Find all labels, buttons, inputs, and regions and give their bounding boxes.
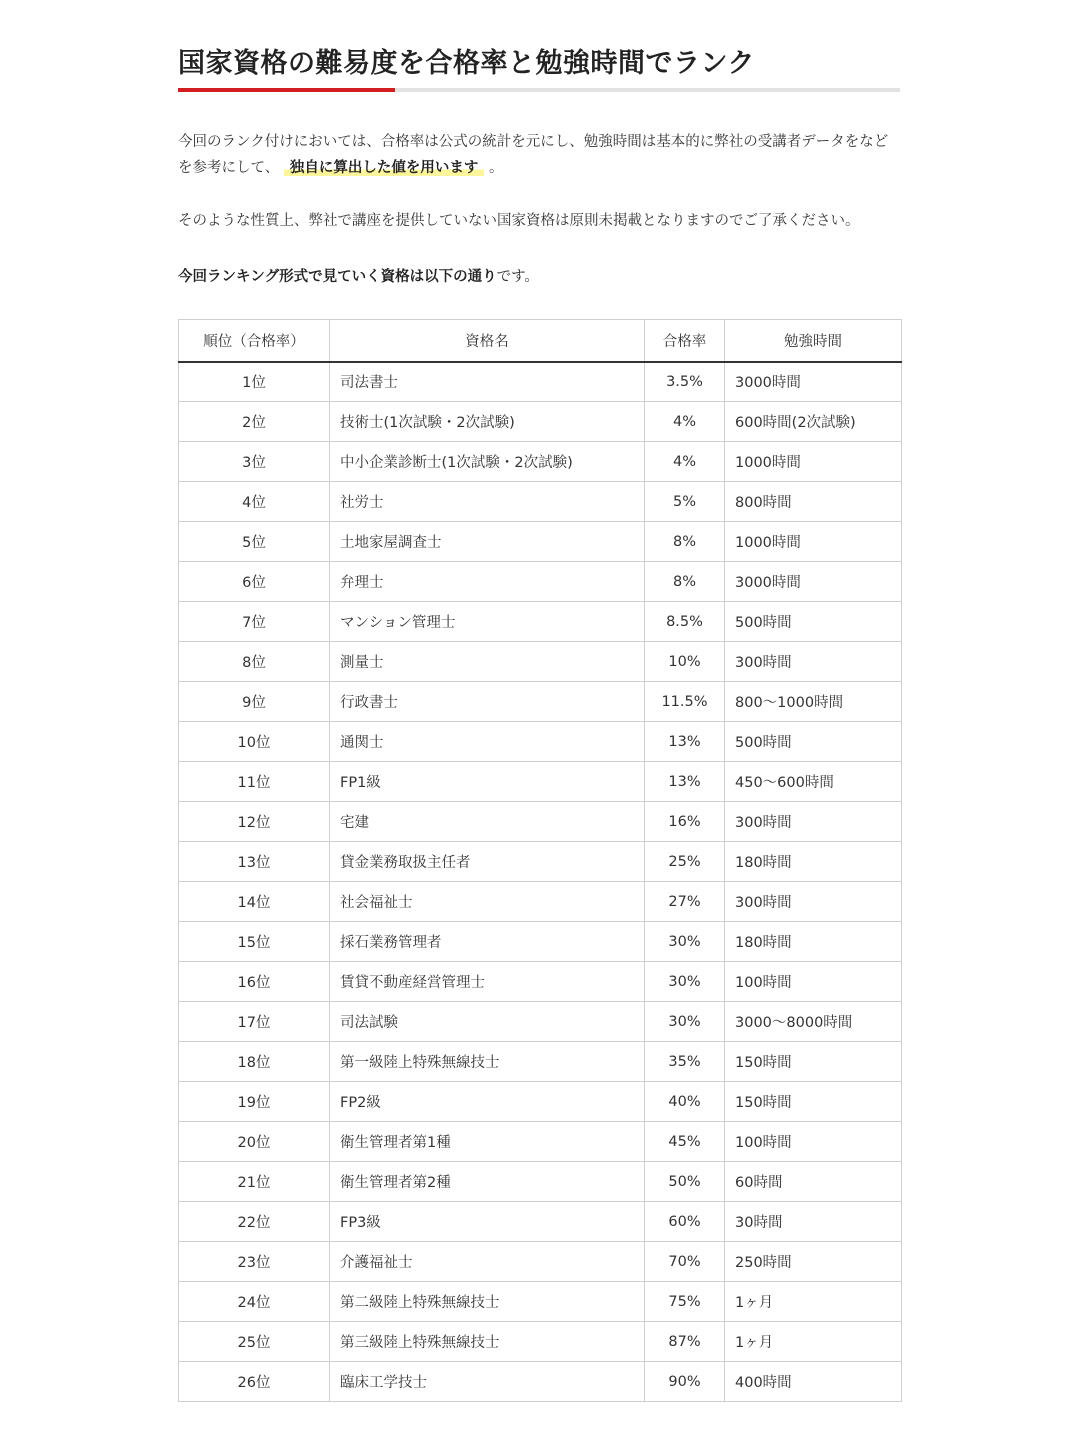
table-row [179, 1002, 902, 1042]
cell-hours: 180時間 [725, 842, 902, 882]
table-row [179, 1242, 902, 1282]
cell-name: 貸金業務取扱主任者 [330, 842, 645, 882]
cell-rank: 25位 [179, 1322, 330, 1362]
cell-name: 第一級陸上特殊無線技士 [330, 1042, 645, 1082]
cell-rate: 8% [645, 562, 725, 602]
table-row [179, 1322, 902, 1362]
table-row [179, 1282, 902, 1322]
table-row [179, 1362, 902, 1402]
cell-hours: 3000時間 [725, 362, 902, 402]
cell-hours: 800〜1000時間 [725, 682, 902, 722]
cell-hours: 250時間 [725, 1242, 902, 1282]
table-row [179, 1162, 902, 1202]
header-rank: 順位（合格率） [179, 320, 330, 362]
cell-rank: 19位 [179, 1082, 330, 1122]
cell-rate: 70% [645, 1242, 725, 1282]
cell-name: 土地家屋調査士 [330, 522, 645, 562]
cell-name: 衛生管理者第2種 [330, 1162, 645, 1202]
cell-rate: 45% [645, 1122, 725, 1162]
cell-hours: 300時間 [725, 802, 902, 842]
cell-hours: 1000時間 [725, 442, 902, 482]
intro-paragraph-3-bold: 今回ランキング形式で見ていく資格は以下の通り [178, 269, 497, 285]
table-row [179, 882, 902, 922]
cell-name: 社会福祉士 [330, 882, 645, 922]
cell-name: 衛生管理者第1種 [330, 1122, 645, 1162]
table-row [179, 362, 902, 402]
cell-name: 司法書士 [330, 362, 645, 402]
table-row [179, 962, 902, 1002]
cell-hours: 100時間 [725, 962, 902, 1002]
cell-hours: 1000時間 [725, 522, 902, 562]
cell-name: FP1級 [330, 762, 645, 802]
intro-paragraph-1-end: 。 [488, 160, 504, 176]
cell-rank: 21位 [179, 1162, 330, 1202]
table-row [179, 802, 902, 842]
ranking-table [178, 319, 902, 1402]
cell-rank: 24位 [179, 1282, 330, 1322]
title-underline-accent [178, 88, 395, 92]
table-row [179, 642, 902, 682]
cell-hours: 3000〜8000時間 [725, 1002, 902, 1042]
cell-name: 行政書士 [330, 682, 645, 722]
cell-name: 第三級陸上特殊無線技士 [330, 1322, 645, 1362]
cell-name: 採石業務管理者 [330, 922, 645, 962]
cell-name: 技術士(1次試験・2次試験) [330, 402, 645, 442]
cell-rate: 4% [645, 442, 725, 482]
cell-rank: 5位 [179, 522, 330, 562]
cell-hours: 100時間 [725, 1122, 902, 1162]
cell-hours: 150時間 [725, 1042, 902, 1082]
cell-name: 宅建 [330, 802, 645, 842]
table-row [179, 522, 902, 562]
highlighted-phrase: 独自に算出した値を用います [284, 160, 485, 176]
cell-rank: 1位 [179, 362, 330, 402]
table-body [179, 362, 902, 1402]
cell-rate: 8.5% [645, 602, 725, 642]
cell-rank: 26位 [179, 1362, 330, 1402]
cell-rate: 30% [645, 1002, 725, 1042]
table-row [179, 842, 902, 882]
cell-name: 臨床工学技士 [330, 1362, 645, 1402]
table-row [179, 442, 902, 482]
cell-rank: 10位 [179, 722, 330, 762]
cell-rank: 9位 [179, 682, 330, 722]
page-title: 国家資格の難易度を合格率と勉強時間でランク [178, 48, 755, 79]
table-row [179, 682, 902, 722]
intro-paragraph-2: そのような性質上、弊社で講座を提供していない国家資格は原則未掲載となりますのでご了承ください。 [178, 213, 860, 229]
cell-name: 通関士 [330, 722, 645, 762]
cell-rank: 12位 [179, 802, 330, 842]
cell-hours: 150時間 [725, 1082, 902, 1122]
cell-hours: 300時間 [725, 882, 902, 922]
table-row [179, 922, 902, 962]
header-rate: 合格率 [645, 320, 725, 362]
cell-name: 中小企業診断士(1次試験・2次試験) [330, 442, 645, 482]
cell-rank: 8位 [179, 642, 330, 682]
cell-rank: 4位 [179, 482, 330, 522]
cell-rate: 8% [645, 522, 725, 562]
cell-hours: 60時間 [725, 1162, 902, 1202]
cell-rank: 7位 [179, 602, 330, 642]
cell-rate: 11.5% [645, 682, 725, 722]
cell-rate: 13% [645, 762, 725, 802]
cell-rank: 2位 [179, 402, 330, 442]
cell-rate: 75% [645, 1282, 725, 1322]
cell-rank: 18位 [179, 1042, 330, 1082]
cell-rank: 3位 [179, 442, 330, 482]
cell-name: 第二級陸上特殊無線技士 [330, 1282, 645, 1322]
table-row [179, 402, 902, 442]
intro-paragraph-1-text: 今回のランク付けにおいては、合格率は公式の統計を元にし、勉強時間は基本的に弊社の受講者データをなどを参考にして、 [178, 134, 889, 176]
cell-name: FP2級 [330, 1082, 645, 1122]
table-row [179, 1082, 902, 1122]
cell-rank: 23位 [179, 1242, 330, 1282]
table-row [179, 1042, 902, 1082]
cell-name: マンション管理士 [330, 602, 645, 642]
table-row [179, 562, 902, 602]
table-header-row [179, 320, 902, 362]
cell-hours: 3000時間 [725, 562, 902, 602]
cell-rate: 35% [645, 1042, 725, 1082]
cell-hours: 600時間(2次試験) [725, 402, 902, 442]
cell-hours: 180時間 [725, 922, 902, 962]
header-name: 資格名 [330, 320, 645, 362]
cell-rate: 3.5% [645, 362, 725, 402]
cell-rank: 13位 [179, 842, 330, 882]
cell-rank: 16位 [179, 962, 330, 1002]
intro-paragraph-3-end: です。 [496, 269, 539, 285]
cell-hours: 500時間 [725, 722, 902, 762]
cell-name: 社労士 [330, 482, 645, 522]
cell-hours: 800時間 [725, 482, 902, 522]
cell-rate: 30% [645, 962, 725, 1002]
cell-rank: 14位 [179, 882, 330, 922]
cell-rate: 16% [645, 802, 725, 842]
cell-hours: 30時間 [725, 1202, 902, 1242]
cell-rate: 40% [645, 1082, 725, 1122]
cell-hours: 1ヶ月 [725, 1322, 902, 1362]
cell-rate: 10% [645, 642, 725, 682]
cell-hours: 400時間 [725, 1362, 902, 1402]
intro-paragraph-1 [178, 129, 900, 181]
cell-rate: 27% [645, 882, 725, 922]
table-row [179, 1202, 902, 1242]
cell-rank: 17位 [179, 1002, 330, 1042]
table-row [179, 1122, 902, 1162]
cell-rank: 20位 [179, 1122, 330, 1162]
cell-hours: 450〜600時間 [725, 762, 902, 802]
cell-hours: 1ヶ月 [725, 1282, 902, 1322]
cell-rate: 4% [645, 402, 725, 442]
table-row [179, 762, 902, 802]
table-row [179, 482, 902, 522]
cell-rate: 30% [645, 922, 725, 962]
cell-name: FP3級 [330, 1202, 645, 1242]
cell-rate: 60% [645, 1202, 725, 1242]
cell-name: 介護福祉士 [330, 1242, 645, 1282]
cell-rate: 90% [645, 1362, 725, 1402]
cell-rank: 11位 [179, 762, 330, 802]
cell-rank: 6位 [179, 562, 330, 602]
title-underline [178, 88, 900, 92]
cell-name: 測量士 [330, 642, 645, 682]
cell-rate: 13% [645, 722, 725, 762]
cell-name: 賃貸不動産経営管理士 [330, 962, 645, 1002]
cell-hours: 300時間 [725, 642, 902, 682]
cell-rank: 15位 [179, 922, 330, 962]
table-row [179, 602, 902, 642]
header-hours: 勉強時間 [725, 320, 902, 362]
cell-hours: 500時間 [725, 602, 902, 642]
table-row [179, 722, 902, 762]
cell-rate: 25% [645, 842, 725, 882]
cell-name: 弁理士 [330, 562, 645, 602]
cell-rank: 22位 [179, 1202, 330, 1242]
cell-rate: 87% [645, 1322, 725, 1362]
cell-name: 司法試験 [330, 1002, 645, 1042]
intro-paragraph-3 [178, 264, 900, 290]
cell-rate: 50% [645, 1162, 725, 1202]
cell-rate: 5% [645, 482, 725, 522]
